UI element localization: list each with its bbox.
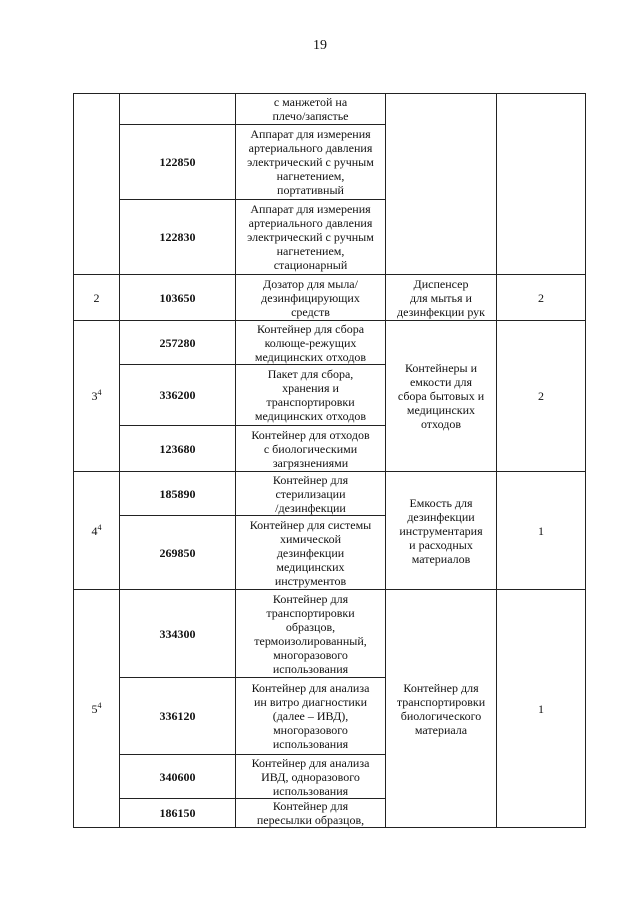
item-code: 122830 bbox=[120, 200, 236, 275]
quantity: 1 bbox=[497, 590, 586, 828]
item-code: 186150 bbox=[120, 799, 236, 828]
item-code: 340600 bbox=[120, 755, 236, 799]
row-number-footnote: 4 bbox=[97, 522, 102, 532]
equipment-table bbox=[73, 93, 586, 828]
item-code: 122850 bbox=[120, 125, 236, 200]
row-number: 4 bbox=[91, 523, 98, 538]
group-name bbox=[386, 94, 497, 275]
group-name: Емкость для дезинфекции инструментария и расходных материалов bbox=[386, 472, 497, 590]
row-number-cell bbox=[74, 94, 120, 275]
item-code: 257280 bbox=[120, 321, 236, 365]
item-name: Аппарат для измерения артериального давления электрический с ручным нагнетением, портативный bbox=[236, 125, 386, 200]
row-number-cell bbox=[74, 590, 120, 828]
item-name: Контейнер для системы химической дезинфекции медицинских инструментов bbox=[236, 516, 386, 590]
row-number-cell bbox=[74, 321, 120, 472]
table-row bbox=[74, 472, 586, 516]
item-name: Пакет для сбора, хранения и транспортировки медицинских отходов bbox=[236, 365, 386, 426]
item-code: 334300 bbox=[120, 590, 236, 678]
row-number-footnote: 4 bbox=[97, 700, 102, 710]
row-number-cell bbox=[74, 472, 120, 590]
quantity bbox=[497, 94, 586, 275]
table-row bbox=[74, 590, 586, 678]
group-name: Диспенсер для мытья и дезинфекции рук bbox=[386, 275, 497, 321]
row-number: 2 bbox=[93, 290, 100, 305]
row-number-cell bbox=[74, 275, 120, 321]
item-code: 269850 bbox=[120, 516, 236, 590]
item-code: 185890 bbox=[120, 472, 236, 516]
item-name: с манжетой на плечо/запястье bbox=[236, 94, 386, 125]
item-name: Контейнер для пересылки образцов, bbox=[236, 799, 386, 828]
item-code bbox=[120, 94, 236, 125]
item-name: Аппарат для измерения артериального давления электрический с ручным нагнетением, стационарный bbox=[236, 200, 386, 275]
row-number: 5 bbox=[91, 701, 98, 716]
page-number: 19 bbox=[313, 38, 327, 53]
item-name: Контейнер для анализа ИВД, одноразового использования bbox=[236, 755, 386, 799]
quantity: 2 bbox=[497, 275, 586, 321]
item-code: 103650 bbox=[120, 275, 236, 321]
group-name: Контейнер для транспортировки биологического материала bbox=[386, 590, 497, 828]
row-number: 3 bbox=[91, 389, 98, 403]
row-number-footnote: 4 bbox=[97, 388, 102, 397]
item-name: Контейнер для анализа ин витро диагностики (далее – ИВД), многоразового использования bbox=[236, 678, 386, 755]
item-code: 123680 bbox=[120, 426, 236, 472]
quantity: 1 bbox=[497, 472, 586, 590]
item-name: Дозатор для мыла/ дезинфицирующих средств bbox=[236, 275, 386, 321]
item-name: Контейнер для транспортировки образцов, термоизолированный, многоразового использования bbox=[236, 590, 386, 678]
table-row bbox=[74, 94, 586, 125]
item-name: Контейнер для стерилизации /дезинфекции bbox=[236, 472, 386, 516]
item-name: Контейнер для отходов с биологическими загрязнениями bbox=[236, 426, 386, 472]
quantity: 2 bbox=[497, 321, 586, 472]
group-name: Контейнеры и емкости для сбора бытовых и медицинских отходов bbox=[386, 321, 497, 472]
table-row bbox=[74, 275, 586, 321]
item-code: 336200 bbox=[120, 365, 236, 426]
item-code: 336120 bbox=[120, 678, 236, 755]
item-name: Контейнер для сбора колюще-режущих медицинских отходов bbox=[236, 321, 386, 365]
table-row bbox=[74, 321, 586, 365]
